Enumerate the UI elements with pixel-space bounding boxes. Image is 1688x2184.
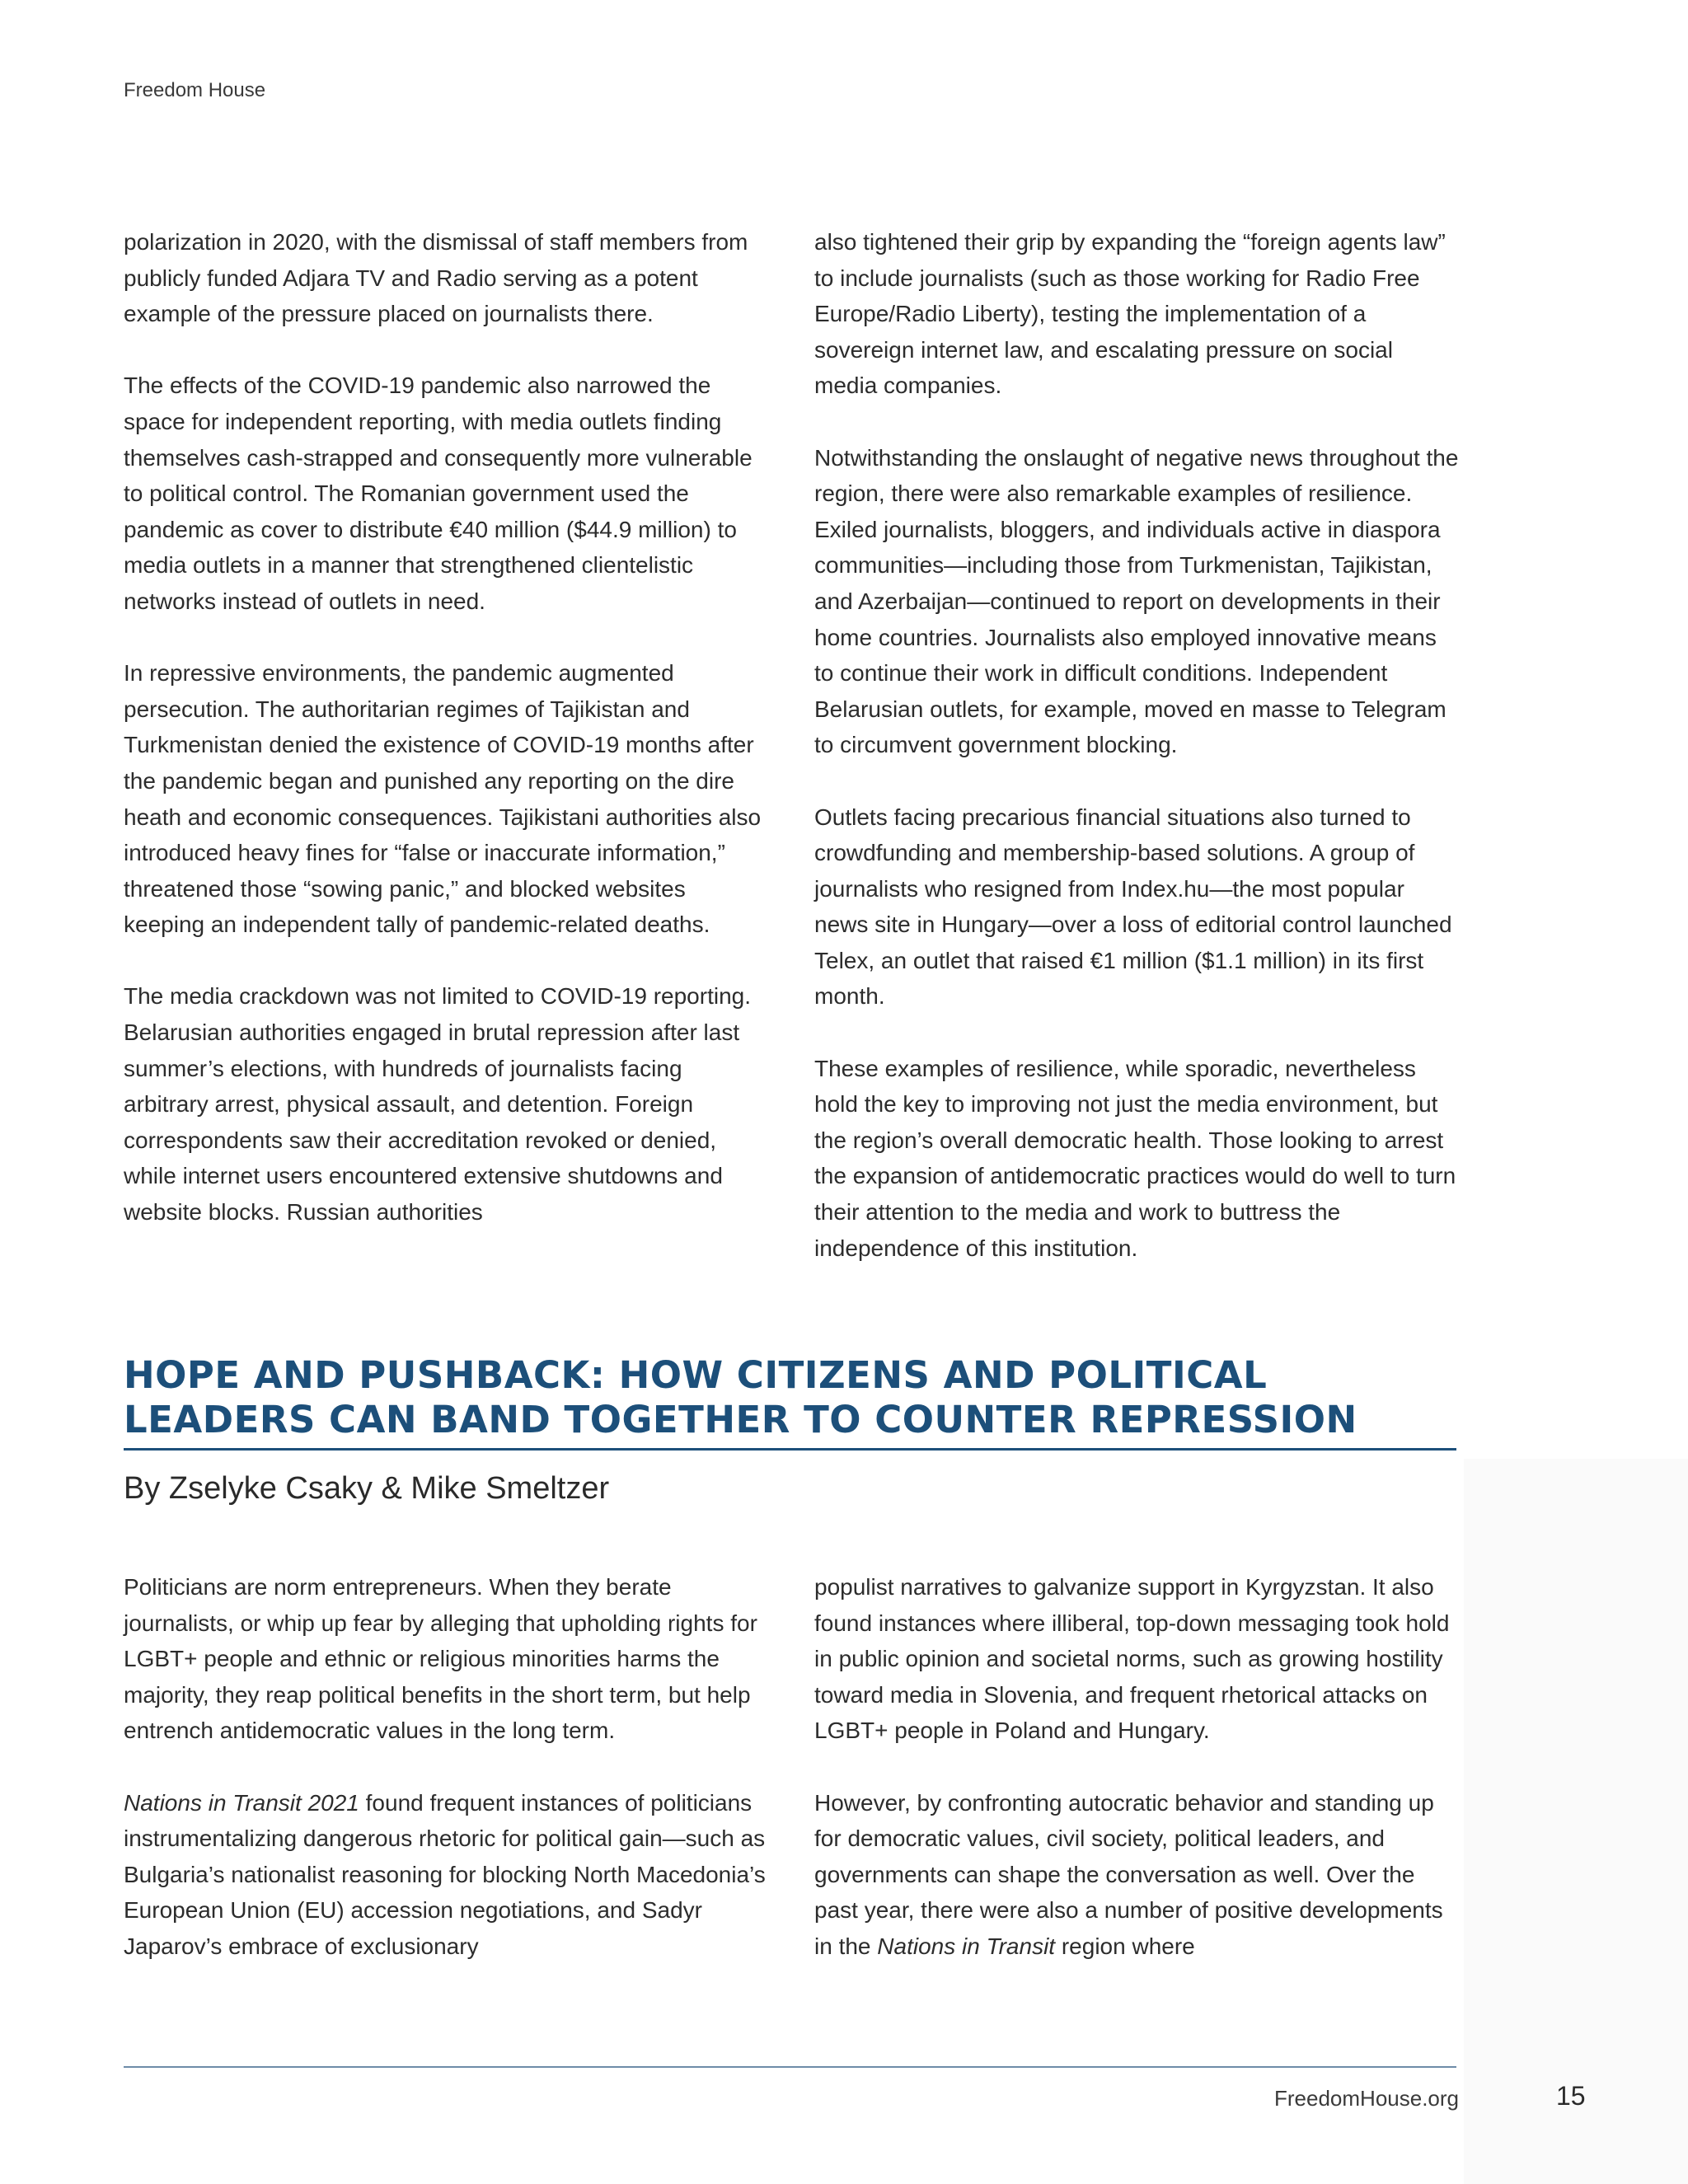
paragraph: These examples of resilience, while sporadic, nevertheless hold the key to improving not just the media environment, but the region’s overall democratic health. Those looking to arrest the expansion of antidemocratic practices would do well to turn their attention to the media and work to buttress the independence of this institution.: [814, 1055, 1456, 1261]
section-column-left: [124, 1569, 771, 1965]
section-title: HOPE AND PUSHBACK: HOW CITIZENS AND POLITICAL LEADERS CAN BAND TOGETHER TO COUNTER REPRESSION: [124, 1353, 1357, 1441]
footer-divider: [124, 2066, 1456, 2068]
paragraph: [814, 1785, 1461, 1965]
byline: By Zselyke Csaky & Mike Smeltzer: [124, 1471, 610, 1506]
paragraph: Notwithstanding the onslaught of negative news throughout the region, there were also remarkable examples of resilience. Exiled journalists, bloggers, and individuals active in diaspora communities—including those from Turkmenistan, Tajikistan, and Azerbaijan—continued to report on developments in their home countries. Journalists also employed innovative means to continue their work in difficult conditions. Independent Belarusian outlets, for example, moved en masse to Telegram to circumvent government blocking.: [814, 444, 1459, 758]
paragraph: populist narratives to galvanize support in Kyrgyzstan. It also found instances where illiberal, top-down messaging took hold in public opinion and societal norms, such as growing hostility toward media in Slovenia, and frequent rhetorical attacks on LGBT+ people in Poland and Hungary.: [814, 1574, 1450, 1744]
paragraph-text: However, by confronting autocratic behavior and standing up for democratic values, civil society, political leaders, and governments can shape the conversation as well. Over the past year, there were also a number of positive developments in the: [814, 1789, 1443, 1959]
section-column-right: [814, 1569, 1461, 1965]
running-header: Freedom House: [124, 79, 266, 101]
report-title-italic: Nations in Transit 2021: [124, 1789, 359, 1816]
article-column-right: [814, 224, 1461, 1266]
page-number: 15: [1556, 2081, 1586, 2111]
paragraph-text: found frequent instances of politicians instrumentalizing dangerous rhetoric for political gain—such as Bulgaria’s nationalist reasoning for blocking North Macedonia’s European Union (EU) accession negotiations, and Sadyr Japarov’s embrace of exclusionary: [124, 1789, 766, 1959]
paragraph: In repressive environments, the pandemic augmented persecution. The authoritarian regimes of Tajikistan and Turkmenistan denied the existence of COVID-19 months after the pandemic began and punished any reporting on the dire heath and economic consequences. Tajikistani authorities also introduced heavy fines for “false or inaccurate information,” threatened those “sowing panic,” and blocked websites keeping an independent tally of pandemic-related deaths.: [124, 660, 762, 938]
report-title-italic: Nations in Transit: [877, 1933, 1056, 1959]
paragraph-text: region where: [1055, 1933, 1195, 1959]
title-divider: [124, 1448, 1456, 1451]
footer-website-link[interactable]: FreedomHouse.org: [1274, 2086, 1459, 2111]
paragraph: The effects of the COVID-19 pandemic also narrowed the space for independent reporting, with media outlets finding themselves cash-strapped and consequently more vulnerable to political control. The Romanian government used the pandemic as cover to distribute €40 million ($44.9 million) to media outlets in a manner that strengthened clientelistic networks instead of outlets in need.: [124, 373, 753, 614]
paragraph: The media crackdown was not limited to COVID-19 reporting. Belarusian authorities engaged in brutal repression after last summer’s elections, with hundreds of journalists facing arbitrary arrest, physical assault, and detention. Foreign correspondents saw their accreditation revoked or denied, while internet users encountered extensive shutdowns and website blocks. Russian authorities: [124, 983, 751, 1226]
paragraph: polarization in 2020, with the dismissal of staff members from publicly funded Adjara TV and Radio serving as a potent example of the pressure placed on journalists there.: [124, 229, 748, 327]
article-column-left: [124, 224, 771, 1230]
paragraph: Politicians are norm entrepreneurs. When they berate journalists, or whip up fear by alleging that upholding rights for LGBT+ people and ethnic or religious minorities harms the majority, they reap political benefits in the short term, but help entrench antidemocratic values in the long term.: [124, 1574, 757, 1744]
paragraph: Outlets facing precarious financial situations also turned to crowdfunding and membership-based solutions. A group of journalists who resigned from Index.hu—the most popular news site in Hungary—over a loss of editorial control launched Telex, an outlet that raised €1 million ($1.1 million) in its first month.: [814, 804, 1452, 1010]
paragraph: [124, 1785, 771, 1965]
page-margin-shade: [1464, 1459, 1688, 2184]
paragraph: also tightened their grip by expanding the “foreign agents law” to include journalists (such as those working for Radio Free Europe/Radio Liberty), testing the implementation of a sovereign internet law, and escalating pressure on social media companies.: [814, 229, 1446, 399]
